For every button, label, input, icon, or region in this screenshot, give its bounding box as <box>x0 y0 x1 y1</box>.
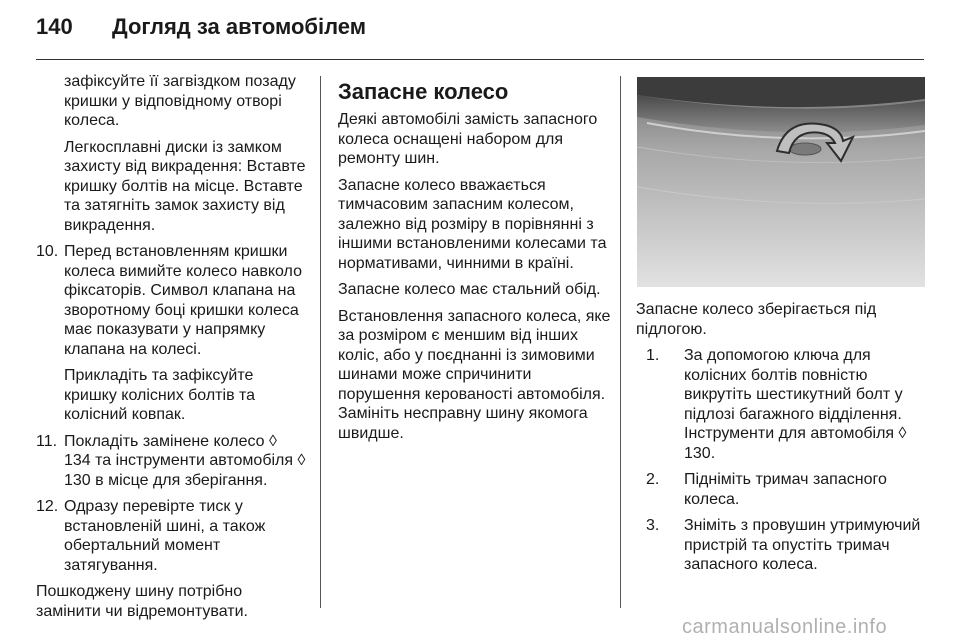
step-text: Покладіть замінене колесо ◊ 134 та інструменти автомобіля ◊ 130 в місце для зберігання. <box>64 432 306 489</box>
step-number: 11. <box>36 432 58 450</box>
continuation-text: зафіксуйте її загвіздком позаду кришки у відповідному отворі колеса. <box>64 73 296 129</box>
column-divider <box>620 76 621 608</box>
step-text: За допомогою ключа для колісних болтів повністю викрутіть шестикутний болт у підлозі багажного відділення. Інструменти для автомобіля ◊ 130. <box>684 347 907 462</box>
list-item <box>636 516 924 575</box>
step-number: 1. <box>646 347 660 364</box>
page-title: Догляд за автомобілем <box>112 14 367 39</box>
step-number: 3. <box>646 517 660 534</box>
column-divider <box>320 76 321 608</box>
closing-text: Пошкоджену шину потрібно замінити чи відремонтувати. <box>36 583 248 620</box>
column-left <box>36 72 308 628</box>
step-text: Підніміть тримач запасного колеса. <box>684 471 887 508</box>
paragraph: Запасне колесо зберігається під підлогою. <box>636 301 877 338</box>
paragraph: Запасне колесо вважається тимчасовим запасним колесом, залежно від розміру в порівнянні з іншими встановленими колесами та нормативами, чинними в країні. <box>338 176 607 272</box>
column-right <box>636 300 924 582</box>
paragraph: Деякі автомобілі замість запасного колеса оснащені набором для ремонту шин. <box>338 111 598 167</box>
section-heading: Запасне колесо <box>338 79 509 104</box>
page-header <box>0 0 960 58</box>
step-text: Одразу перевірте тиск у встановленій шині, а також обертальний момент затягування. <box>64 498 266 574</box>
column-middle <box>338 80 614 450</box>
list-item <box>36 242 308 425</box>
list-item <box>36 432 308 491</box>
watermark: carmanualsonline.info <box>682 616 888 638</box>
page-number: 140 <box>36 14 73 39</box>
step-number: 12. <box>36 498 59 515</box>
step-number: 10. <box>36 243 59 260</box>
list-item <box>36 497 308 575</box>
header-rule <box>36 59 924 60</box>
paragraph: Встановлення запасного колеса, яке за розміром є меншим від інших коліс, або у поєднанні із зимовими шинами може спричинити порушення керованості автомобіля. Замініть несправну шину якомога швидше. <box>338 307 611 442</box>
step-text: Перед встановленням кришки колеса вимийте колесо навколо фіксаторів. Символ клапана на зворотному боці кришки колеса має показувати у напрямку клапана на колесі. <box>64 243 302 358</box>
paragraph: Запасне колесо має стальний обід. <box>338 281 601 298</box>
list-item <box>636 470 924 509</box>
locking-note: Легкосплавні диски із замком захисту від викрадення: Вставте кришку болтів на місце. Вставте та затягніть замок захисту від викрадення. <box>64 138 306 234</box>
step-text: Зніміть з провушин утримуючий пристрій та опустіть тримач запасного колеса. <box>684 517 921 573</box>
step-number: 2. <box>646 471 660 488</box>
list-item <box>636 346 924 463</box>
trunk-floor-arrow-illustration <box>637 77 925 287</box>
step-text: Прикладіть та зафіксуйте кришку колісних болтів та колісний ковпак. <box>64 367 256 423</box>
